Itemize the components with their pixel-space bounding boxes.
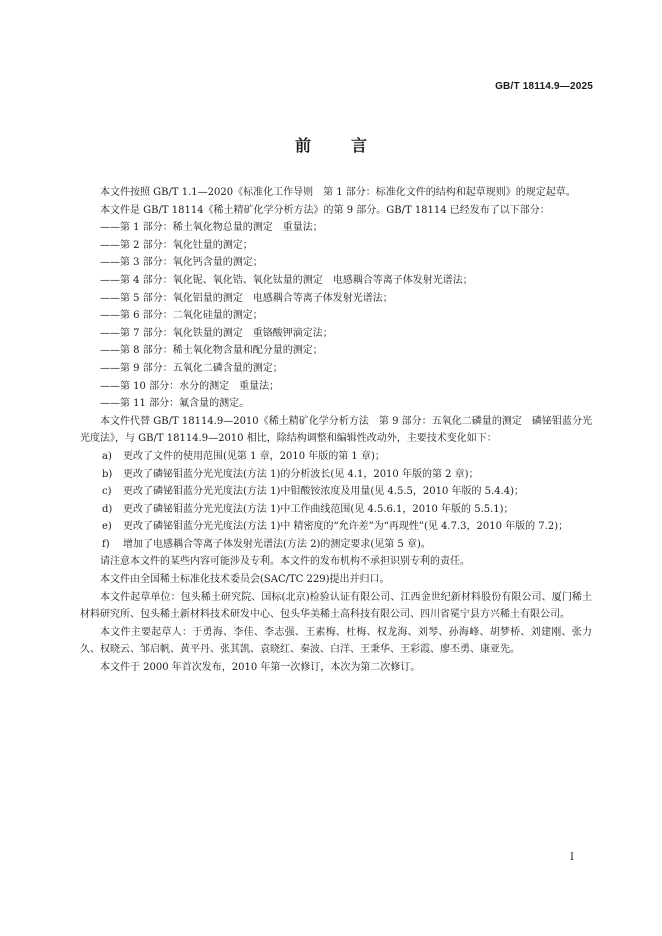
change-marker: c) [102,486,112,498]
part-item: ——第 9 部分：五氧化二磷含量的测定； [100,362,283,374]
page-number: I [570,852,574,863]
part-item: ——第 3 部分：氧化钙含量的测定； [100,257,263,269]
change-text: 更改了磷铋钼蓝分光光度法(方法 1)中钼酸铵浓度及用量(见 4.5.5，2010 年版的 5.4.4)； [123,486,525,498]
drafters-paragraph: 本文件主要起草人：于勇海、李佳、李志强、王素梅、杜梅、权龙海、刘琴、孙海峰、胡梦桥、刘建刚、张力久、权晓云、邹启帆、黄平丹、张其凯、袁晓红、秦波、白洋、王秉华、王彩霞、廖丕勇、康亚先。 [80,626,592,656]
change-marker: b) [102,468,113,480]
part-item: ——第 10 部分：水分的测定 重量法； [100,380,280,392]
change-text: 更改了磷铋钼蓝分光光度法(方法 1)的分析波长(见 4.1，2010 年版的第 2 章)； [123,468,479,480]
change-item [80,448,592,466]
parts-list [80,219,592,413]
document-body [80,184,592,677]
drafting-units-paragraph: 本文件起草单位：包头稀土研究院、国标(北京)检验认证有限公司、江西金世纪新材料股份有限公司、厦门稀土材料研究所、包头稀土新材料技术研发中心、包头华美稀土高科技有限公司、四川省冕宁县方兴稀土有限公司。 [80,591,592,621]
change-text: 更改了磷铋钼蓝分光光度法(方法 1)中工作曲线范围(见 4.5.6.1，2010 年版的 5.5.1)； [123,503,514,515]
part-item: ——第 1 部分：稀土氧化物总量的测定 重量法； [100,222,323,234]
proposer-paragraph: 本文件由全国稀土标准化技术委员会(SAC/TC 229)提出并归口。 [100,574,390,586]
technical-changes-list [80,448,592,554]
intro-paragraph-drafting-rules: 本文件按照 GB/T 1.1—2020《标准化工作导则 第 1 部分：标准化文件的结构和起草规则》的规定起草。 [100,187,576,198]
page-title: 前言 [294,136,407,155]
patent-note: 请注意本文件的某些内容可能涉及专利。本文件的发布机构不承担识别专利的责任。 [100,556,470,568]
part-item: ——第 2 部分：氧化钍量的测定； [100,239,253,251]
part-item: ——第 5 部分：氧化铝量的测定 电感耦合等离子体发射光谱法； [100,292,393,304]
change-text: 增加了电感耦合等离子体发射光谱法(方法 2)的测定要求(见第 5 章)。 [123,538,431,550]
change-marker: f) [102,538,110,550]
change-text: 更改了文件的使用范围(见第 1 章，2010 年版的第 1 章)； [123,450,385,462]
part-item: ——第 8 部分：稀土氧化物含量和配分量的测定； [100,345,323,357]
part-item: ——第 11 部分：氟含量的测定。 [100,398,250,410]
publication-history: 本文件于 2000 年首次发布，2010 年第一次修订，本次为第二次修订。 [100,662,421,674]
change-item [80,518,592,536]
part-item: ——第 7 部分：氧化铁量的测定 重铬酸钾滴定法； [100,327,333,339]
change-item [80,501,592,519]
change-item [80,536,592,554]
change-item [80,466,592,484]
replacement-paragraph: 本文件代替 GB/T 18114.9—2010《稀土精矿化学分析方法 第 9 部分：五氧化二磷量的测定 磷铋钼蓝分光光度法》，与 GB/T 18114.9—2010 相比，除结构调整和编辑性改动外，主要技术变化如下： [80,415,592,445]
part-item: ——第 4 部分：氧化铌、氧化锆、氧化钛量的测定 电感耦合等离子体发射光谱法； [100,274,473,286]
change-marker: d) [102,503,113,515]
part-item: ——第 6 部分：二氧化硅量的测定； [100,310,263,322]
intro-paragraph-series: 本文件是 GB/T 18114《稀土精矿化学分析方法》的第 9 部分。GB/T 18114 已经发布了以下部分： [100,204,550,216]
change-marker: e) [102,521,112,533]
change-marker: a) [102,450,112,462]
change-text: 更改了磷铋钼蓝分光光度法(方法 1)中 精密度的“允许差”为“再现性”(见 4.7.3，2010 年版的 7.2)； [123,521,569,533]
standard-code: GB/T 18114.9—2025 [495,81,593,92]
change-item [80,483,592,501]
